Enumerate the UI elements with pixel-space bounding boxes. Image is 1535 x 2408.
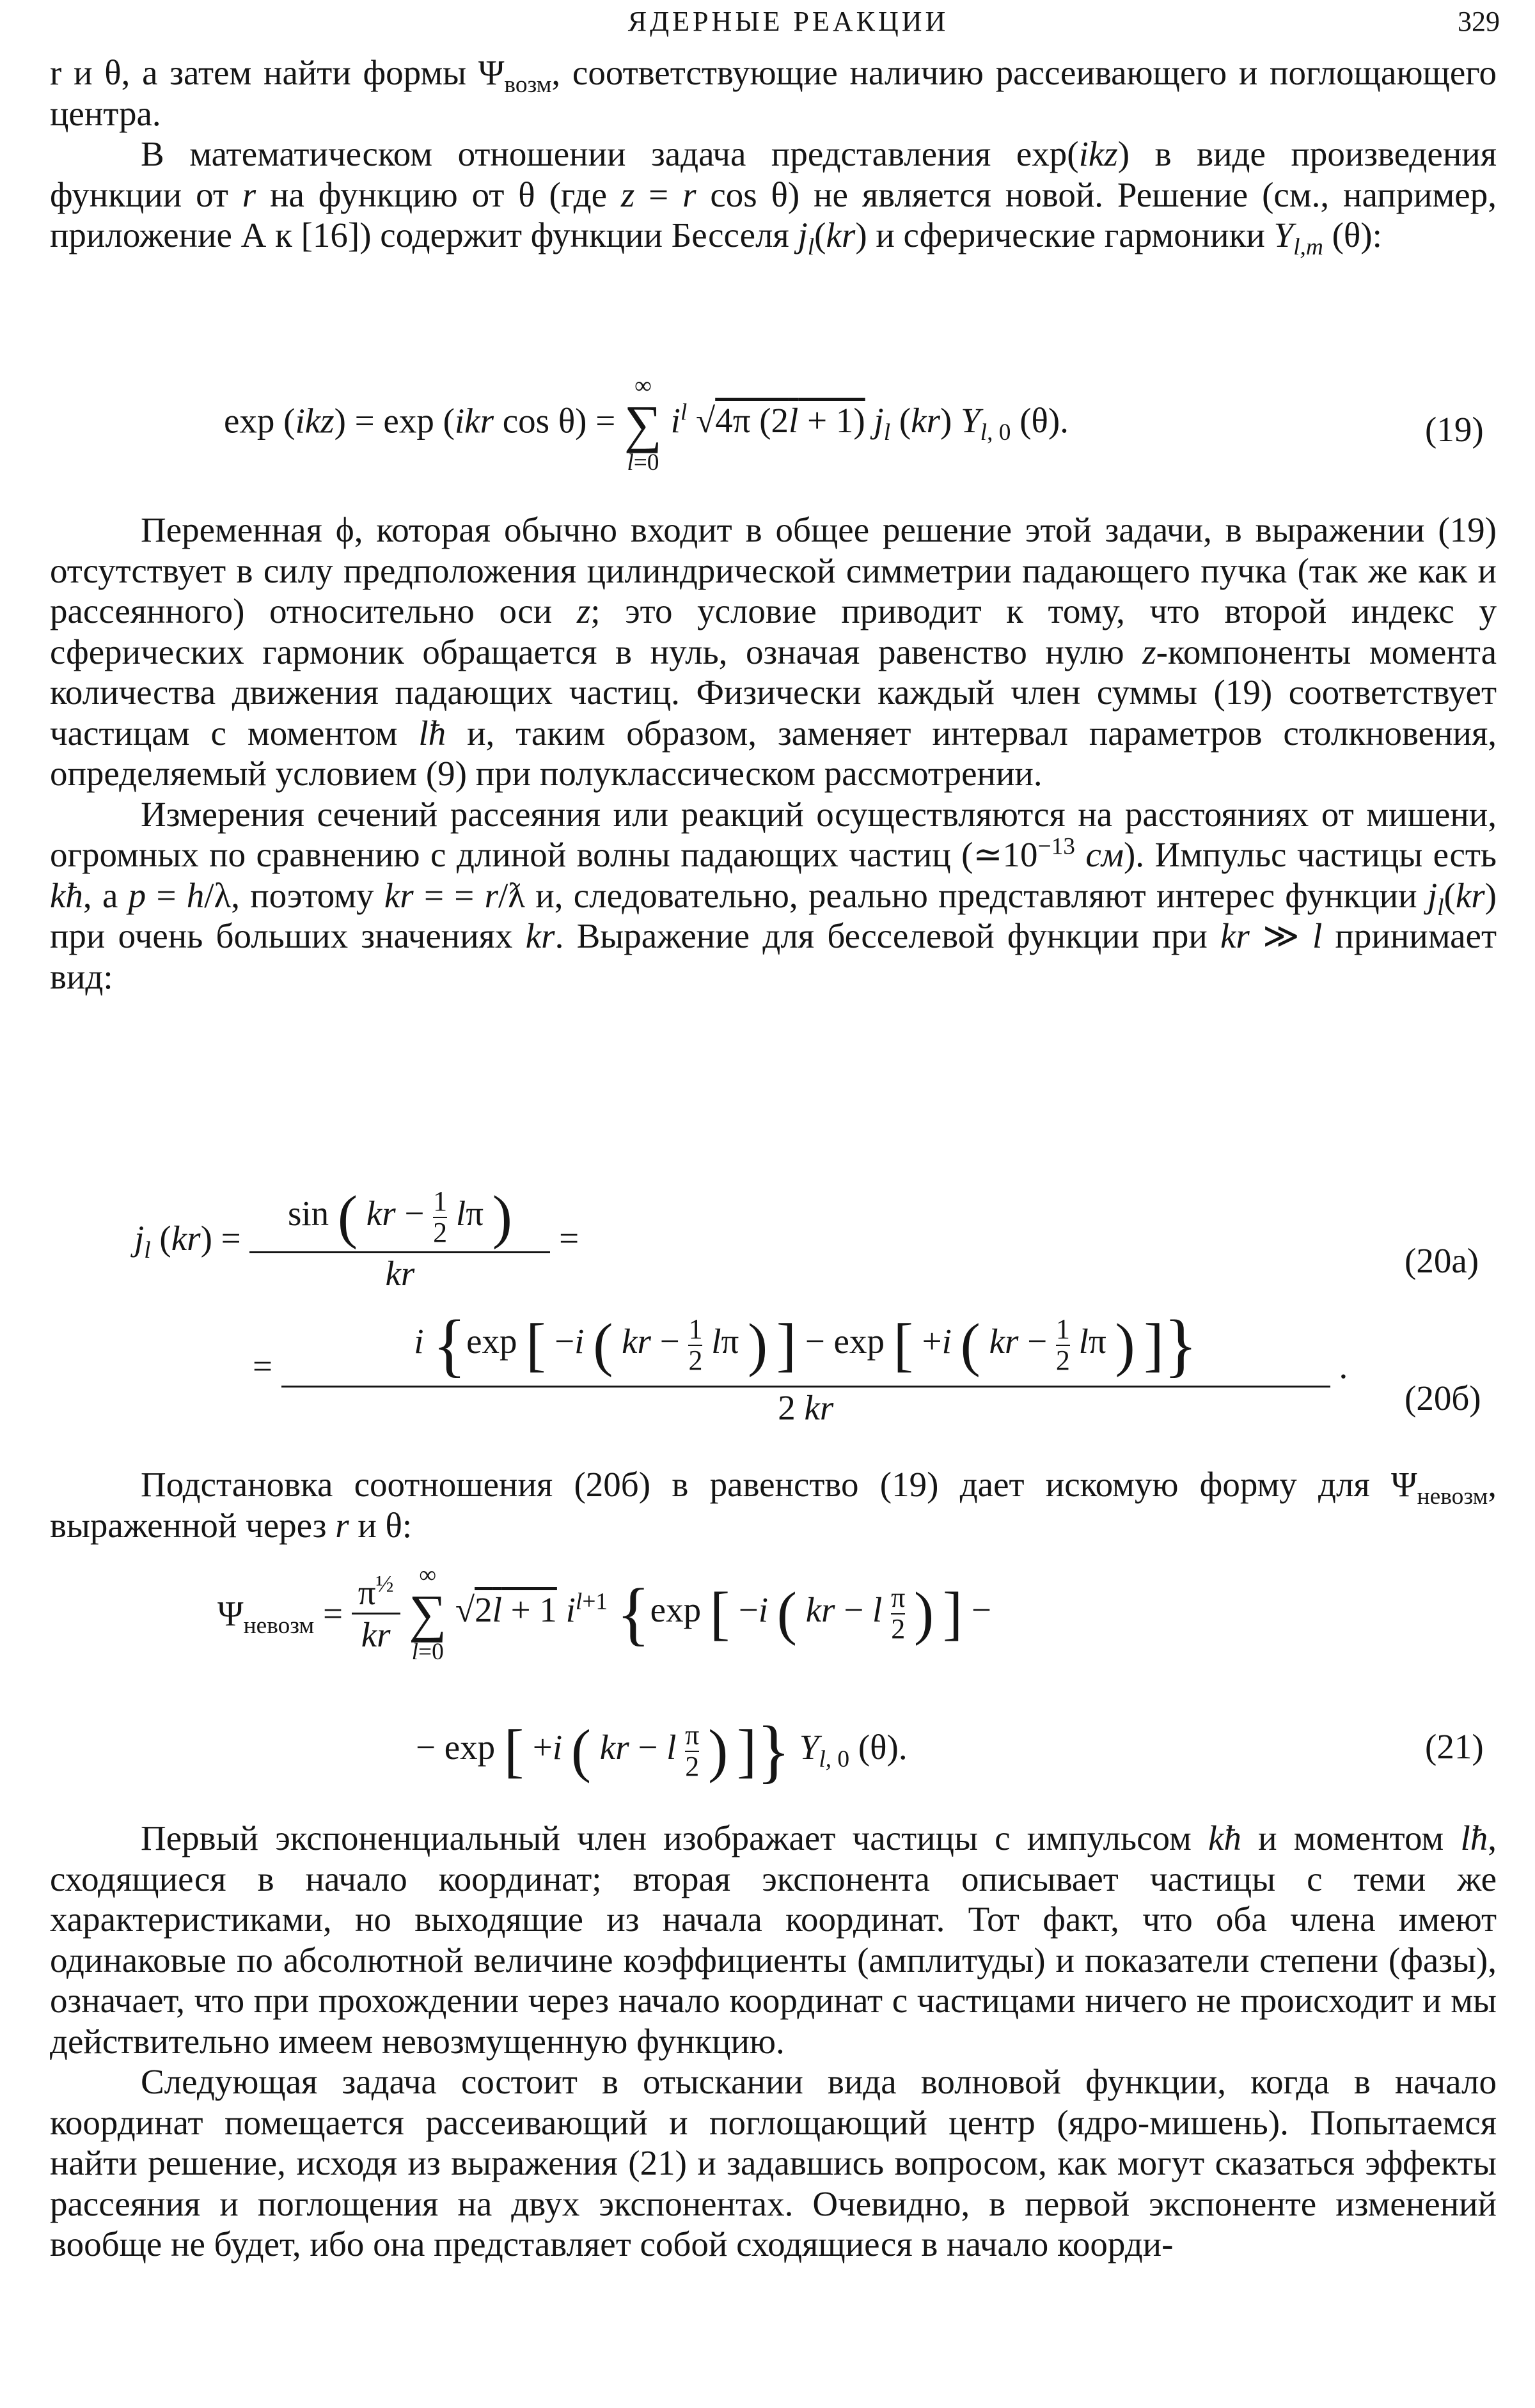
paragraph-3: Переменная ϕ, которая обычно входит в общее решение этой задачи, в выражении (19) отсутствует в силу предположения цилиндрической симметрии падающего пучка (так же как и рассеянного) относительно оси z; это условие приводит к тому, что второй индекс у сферических гармоник обращается в нуль, означая равенство нулю z-компоненты момента количества движения падающих частиц. Физически каждый член суммы (19) соответствует частицам с моментом lħ и, таким образом, заменяет интервал параметров столкновения, определяемый условием (9) при полуклассическом рассмотрении. [50,510,1497,793]
paragraph-5: Подстановка соотношения (20б) в равенство (19) дает искомую форму для $\Psi_{невозм}$, выраженной через r и θ: [50,1465,1497,1545]
equation-label-20a: (20а) [1405,1241,1479,1280]
running-head [77,5,1500,43]
equation-label-20b: (20б) [1405,1379,1481,1418]
equation-21-line-2: − exp [ +i ( kr − l $\frac{\pi}{2}$ ) ]} $Y_{l, 0}$ (θ). [416,1712,908,1790]
paragraph-6: Первый экспоненциальный член изображает частицы с импульсом kħ и моментом lħ, сходящиеся в начало координат; вторая экспонента описывает частицы с теми же характеристиками, но выходящие из начала координат. Тот факт, что оба члена имеют одинаковые по абсолютной величине коэффициенты (амплитуды) и показатели степени (фазы), означает, что при прохождении через начало координат с частицами ничего не происходит и мы действительно имеем невозмущенную функцию. [50,1818,1497,2061]
equation-19: exp (ikz) = exp (ikr cos θ) = ∞ ∑ l=0 $i^l$ √4π (2l + 1) $j_l$ (kr) $Y_{l, 0}$ (θ). [224,373,1069,476]
text-block-4 [50,1818,1497,2265]
equation-label-19: (19) [1425,410,1484,449]
paragraph-4: Измерения сечений рассеяния или реакций осуществляются на расстояниях от мишени, огромных по сравнению с длиной волны падающих частиц ($≃10^{-13}$ см). Импульс частицы есть kħ, а p = h/λ, поэтому kr = = r/ƛ и, следовательно, реально представляют интерес функции $j_l(kr)$ при очень больших значениях kr. Выражение для бесселевой функции при kr ≫ l принимает вид: [50,794,1497,996]
running-title: ЯДЕРНЫЕ РЕАКЦИИ [627,6,949,37]
equation-label-21: (21) [1425,1727,1484,1766]
page-number: 329 [1458,6,1500,37]
paragraph-2: В математическом отношении задача представления exp(ikz) в виде произведения функции от r на функцию от θ (где z = r cos θ) не является новой. Решение (см., например, приложение А к [16]) содержит функции Бесселя $j_l(kr)$ и сферические гармоники $Y_{l,m}$ (θ): [50,134,1497,260]
text-block-3 [50,1464,1497,1545]
equation-20a: $j_l$ (kr) = sin ( kr − $\frac{1}{2}$ lπ ) kr = [134,1184,579,1293]
sum-symbol: ∞ ∑ l=0 [409,1562,447,1665]
equation-20b: = i {exp [ −i ( kr − $\frac{1}{2}$ lπ ) ] − exp [ +i ( kr − $\frac{1}{2}$ lπ ) ]} 2 kr . [253,1306,1348,1427]
text-block-1 [50,52,1497,260]
text-block-2 [50,510,1497,997]
paragraph-1: r и θ, а затем найти формы $\Psi_{возм}$, соответствующие наличию рассеивающего и поглощающего центра. [50,53,1497,133]
sum-symbol: ∞ ∑ l=0 [624,373,662,476]
equation-21-line-1: $\Psi_{невозм}$ = $\frac{\pi^{\frac{1}{2}}}{kr}$ ∞ ∑ l=0 √2l + 1 $i^{l+1}$ {exp [ −i ( kr − l $\frac{\pi}{2}$ ) ] − [217,1562,991,1665]
paragraph-7: Следующая задача состоит в отыскании вида волновой функции, когда в начало координат помещается рассеивающий и поглощающий центр (ядро-мишень). Попытаемся найти решение, исходя из выражения (21) и задавшись вопросом, как могут сказаться эффекты рассеяния и поглощения на двух экспонентах. Очевидно, в первой экспоненте изменений вообще не будет, ибо она представляет собой сходящиеся в начало коорди- [50,2062,1497,2263]
